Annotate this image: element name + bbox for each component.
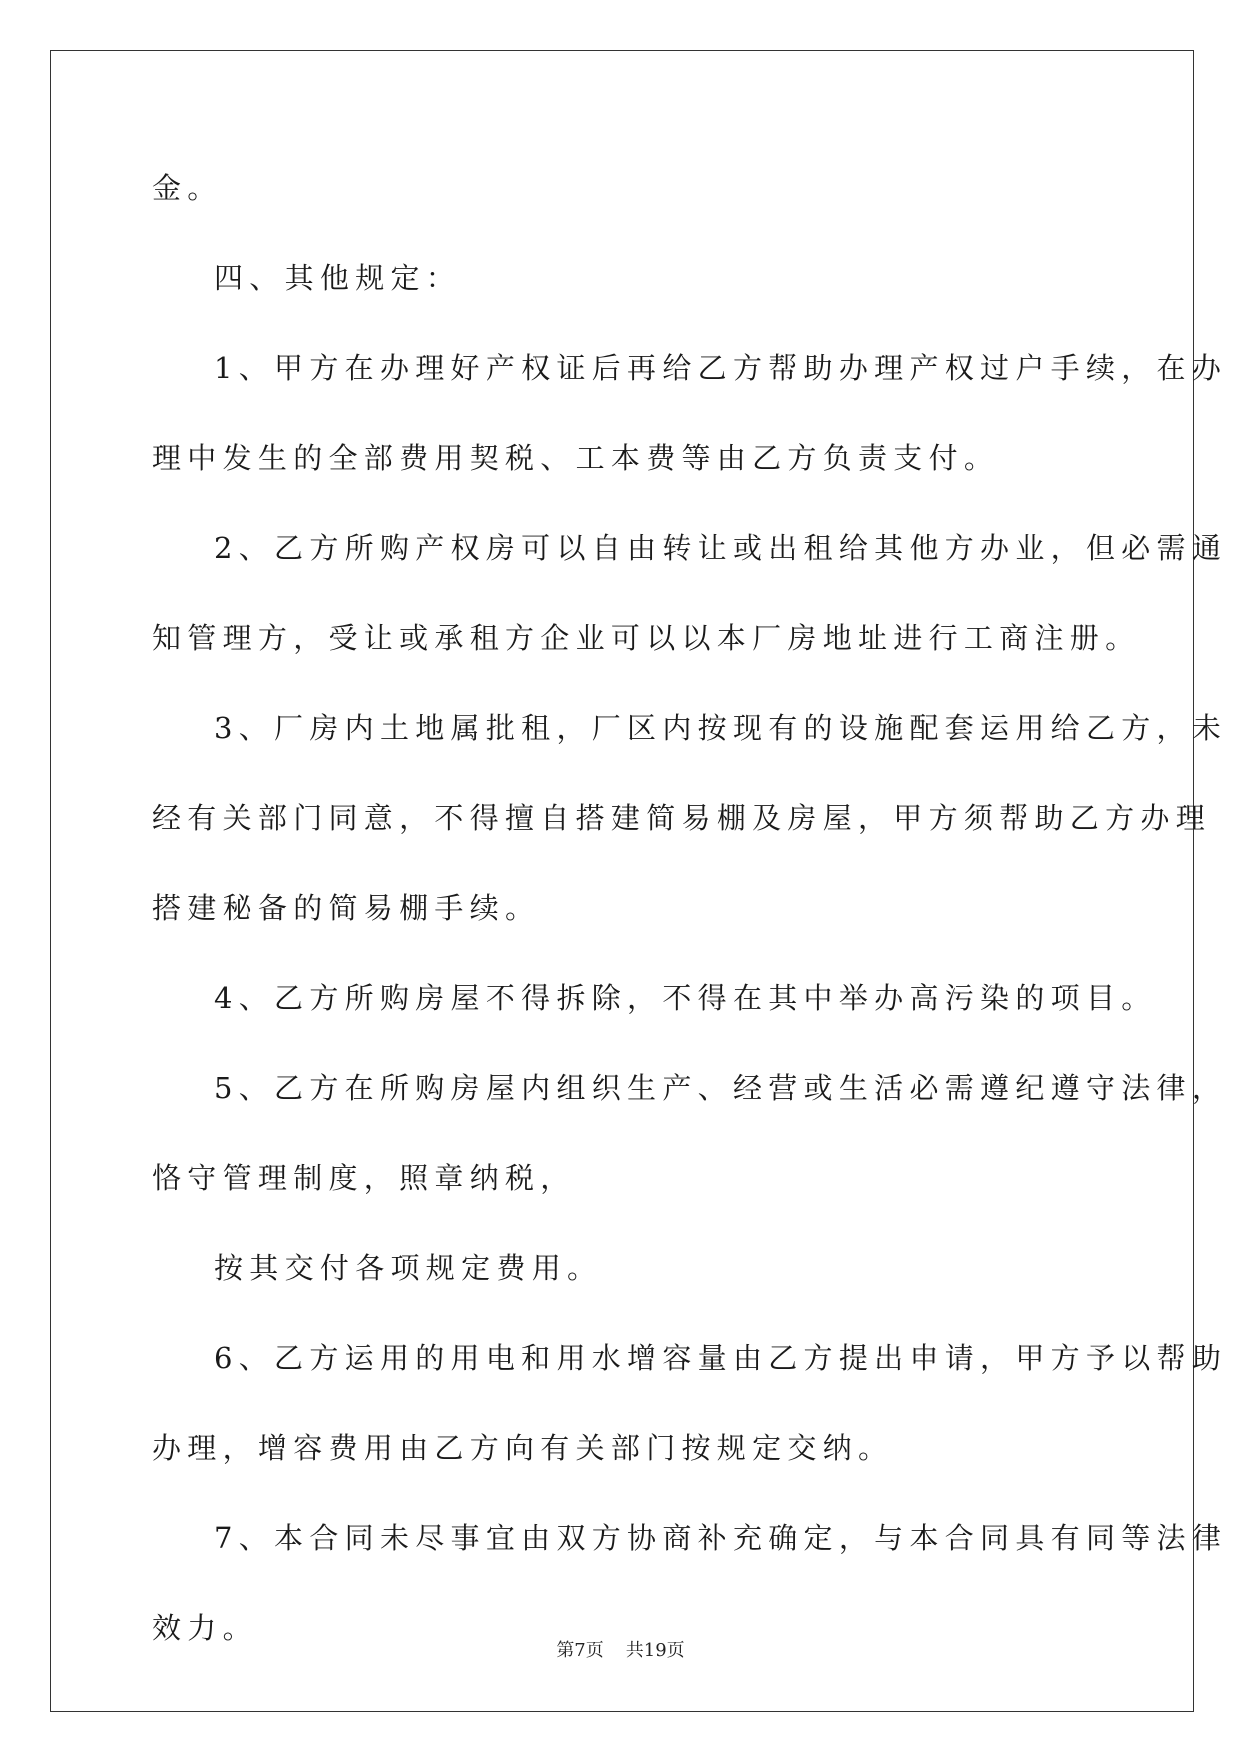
clause-6-line-1: 6、乙方运用的用电和用水增容量由乙方提出申请，甲方予以帮助 [214,1341,1228,1375]
clause-1-line-1: 1、甲方在办理好产权证后再给乙方帮助办理产权过户手续，在办 [214,351,1228,385]
clause-2-line-1: 2、乙方所购产权房可以自由转让或出租给其他方办业，但必需通 [214,531,1228,565]
clause-3-line-3: 搭建秘备的简易棚手续。 [152,891,541,925]
page-number-total: 共19页 [625,1640,685,1661]
clause-7-line-2: 效力。 [152,1611,258,1645]
clause-5-continuation: 按其交付各项规定费用。 [214,1251,603,1285]
clause-5-line-1: 5、乙方在所购房屋内组织生产、经营或生活必需遵纪遵守法律， [214,1071,1228,1105]
section-heading: 四、其他规定： [214,261,462,295]
clause-5-line-2: 恪守管理制度，照章纳税， [152,1161,576,1195]
clause-7-line-1: 7、本合同未尽事宜由双方协商补充确定，与本合同具有同等法律 [214,1521,1228,1555]
clause-6-line-2: 办理，增容费用由乙方向有关部门按规定交纳。 [152,1431,894,1465]
page-footer [0,1639,1241,1663]
clause-2-line-2: 知管理方，受让或承租方企业可以以本厂房地址进行工商注册。 [152,621,1141,655]
clause-3-line-1: 3、厂房内土地属批租，厂区内按现有的设施配套运用给乙方，未 [214,711,1228,745]
page-number-current: 第7页 [556,1640,604,1661]
clause-4-line-1: 4、乙方所购房屋不得拆除，不得在其中举办高污染的项目。 [214,981,1157,1015]
clause-3-line-2: 经有关部门同意，不得擅自搭建简易棚及房屋，甲方须帮助乙方办理 [152,801,1212,835]
clause-1-line-2: 理中发生的全部费用契税、工本费等由乙方负责支付。 [152,441,1000,475]
text-line: 金。 [152,171,223,205]
